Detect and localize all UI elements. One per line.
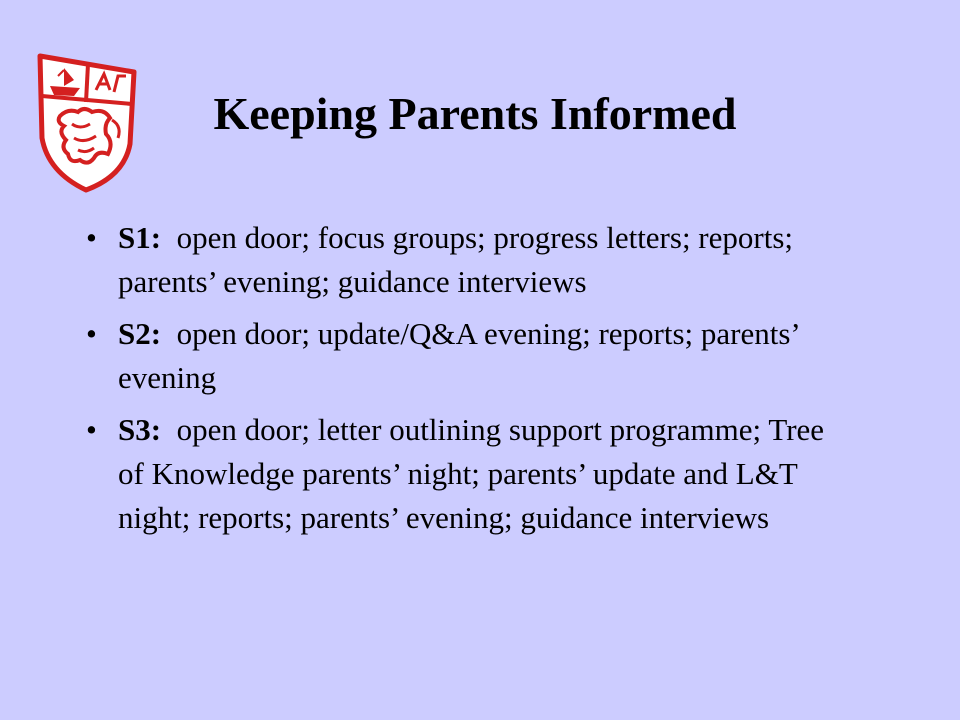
bullet-dot-icon: • xyxy=(86,412,97,447)
slide-title: Keeping Parents Informed xyxy=(213,88,737,139)
bullet-label: S1: xyxy=(118,220,162,255)
school-crest-icon xyxy=(34,46,140,194)
bullet-list xyxy=(86,216,826,548)
bullet-item-s2 xyxy=(86,312,826,400)
bullet-item-s3 xyxy=(86,408,826,540)
bullet-dot-icon: • xyxy=(86,220,97,255)
bullet-label: S2: xyxy=(118,316,162,351)
bullet-text: open door; update/Q&A evening; reports; parents’ evening xyxy=(118,316,799,395)
bullet-dot-icon: • xyxy=(86,316,97,351)
bullet-item-s1 xyxy=(86,216,826,304)
bullet-text: open door; letter outlining support programme; Tree of Knowledge parents’ night; parents’ update and L&T night; reports; parents’ evening; guidance interviews xyxy=(118,412,825,535)
bullet-label: S3: xyxy=(118,412,162,447)
bullet-text: open door; focus groups; progress letters; reports; parents’ evening; guidance interviews xyxy=(118,220,794,299)
